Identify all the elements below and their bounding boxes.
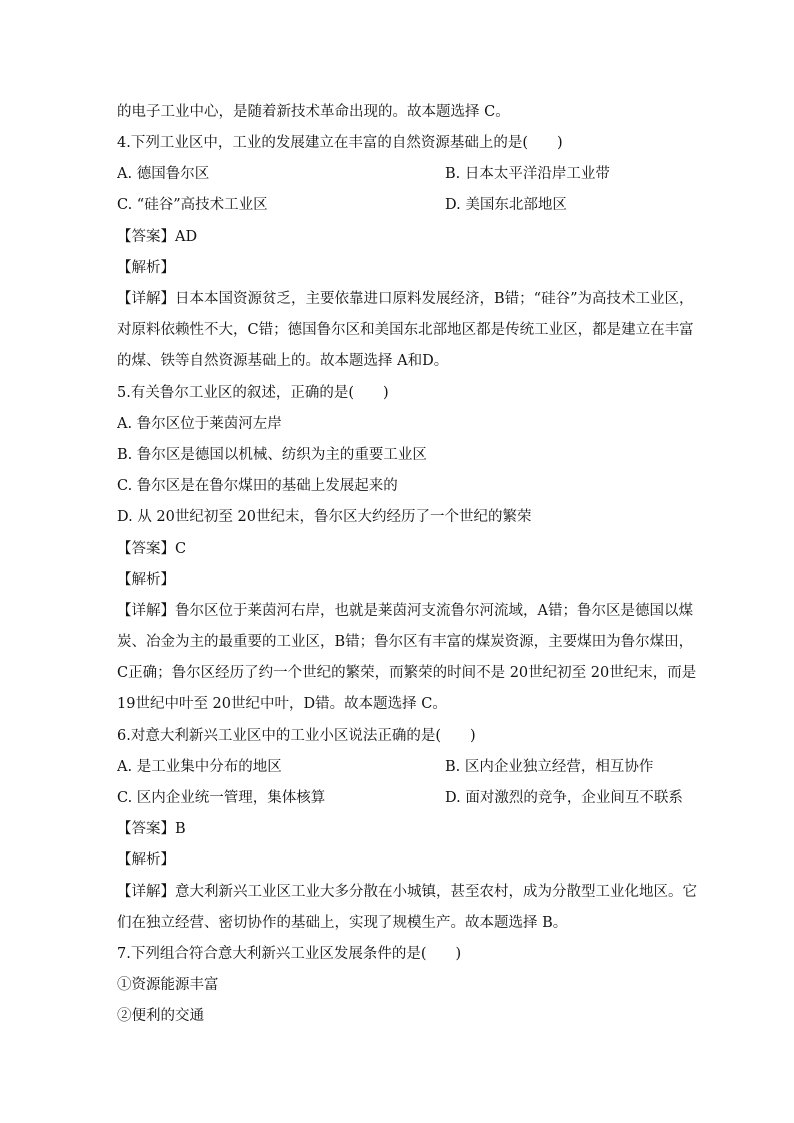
- choice-item: ②便利的交通: [117, 1008, 204, 1024]
- explanation-line: 【详解】意大利新兴工业区工业大多分散在小城镇，甚至农村，成为分散型工业化地区。它: [117, 884, 697, 900]
- explanation-line: C正确；鲁尔区经历了约一个世纪的繁荣，而繁荣的时间不是 20世纪初至 20世纪末，而是: [117, 665, 697, 681]
- explanation-line: 们在独立经营、密切协作的基础上，实现了规模生产。故本题选择 B。: [117, 915, 568, 931]
- option-b: B. 区内企业独立经营，相互协作: [445, 759, 654, 775]
- analysis-heading: 【解析】: [117, 572, 175, 588]
- explanation-line: 炭、冶金为主的最重要的工业区，B错；鲁尔区有丰富的煤炭资源，主要煤田为鲁尔煤田，: [117, 634, 694, 650]
- analysis-heading: 【解析】: [117, 852, 175, 868]
- option-b: B. 鲁尔区是德国以机械、纺织为主的重要工业区: [117, 447, 427, 463]
- option-d: D. 美国东北部地区: [445, 197, 567, 213]
- choice-item: ①资源能源丰富: [117, 977, 219, 993]
- option-c: C. 区内企业统一管理，集体核算: [117, 790, 326, 806]
- answer: 【答案】B: [117, 821, 186, 837]
- option-b: B. 日本太平洋沿岸工业带: [445, 166, 610, 182]
- option-a: A. 鲁尔区位于莱茵河左岸: [117, 416, 282, 432]
- question-5: 5.有关鲁尔工业区的叙述，正确的是( ): [117, 385, 389, 401]
- option-c: C. “硅谷”高技术工业区: [117, 197, 268, 213]
- option-c: C. 鲁尔区是在鲁尔煤田的基础上发展起来的: [117, 478, 398, 494]
- option-a: A. 德国鲁尔区: [117, 166, 210, 182]
- option-a: A. 是工业集中分布的地区: [117, 759, 282, 775]
- question-6: 6.对意大利新兴工业区中的工业小区说法正确的是( ): [117, 728, 476, 744]
- answer: 【答案】AD: [117, 229, 198, 245]
- explanation-line: 对原料依赖性不大，C错；德国鲁尔区和美国东北部地区都是传统工业区，都是建立在丰富: [117, 322, 694, 338]
- analysis-heading: 【解析】: [117, 260, 175, 276]
- option-d: D. 从 20世纪初至 20世纪末，鲁尔区大约经历了一个世纪的繁荣: [117, 509, 532, 525]
- question-7: 7.下列组合符合意大利新兴工业区发展条件的是( ): [117, 946, 462, 962]
- answer: 【答案】C: [117, 541, 187, 557]
- explanation-line: 【详解】日本本国资源贫乏，主要依靠进口原料发展经济，B错；“硅谷”为高技术工业区，: [117, 291, 694, 307]
- explanation-line: 的煤、铁等自然资源基础上的。故本题选择 A和D。: [117, 353, 449, 369]
- text-line: 的电子工业中心，是随着新技术革命出现的。故本题选择 C。: [117, 104, 510, 120]
- option-d: D. 面对激烈的竞争，企业间互不联系: [445, 790, 683, 806]
- explanation-line: 【详解】鲁尔区位于莱茵河右岸，也就是莱茵河支流鲁尔河流域，A错；鲁尔区是德国以煤: [117, 603, 693, 619]
- question-4: 4.下列工业区中，工业的发展建立在丰富的自然资源基础上的是( ): [117, 135, 563, 151]
- explanation-line: 19世纪中叶至 20世纪中叶，D错。故本题选择 C。: [117, 696, 447, 712]
